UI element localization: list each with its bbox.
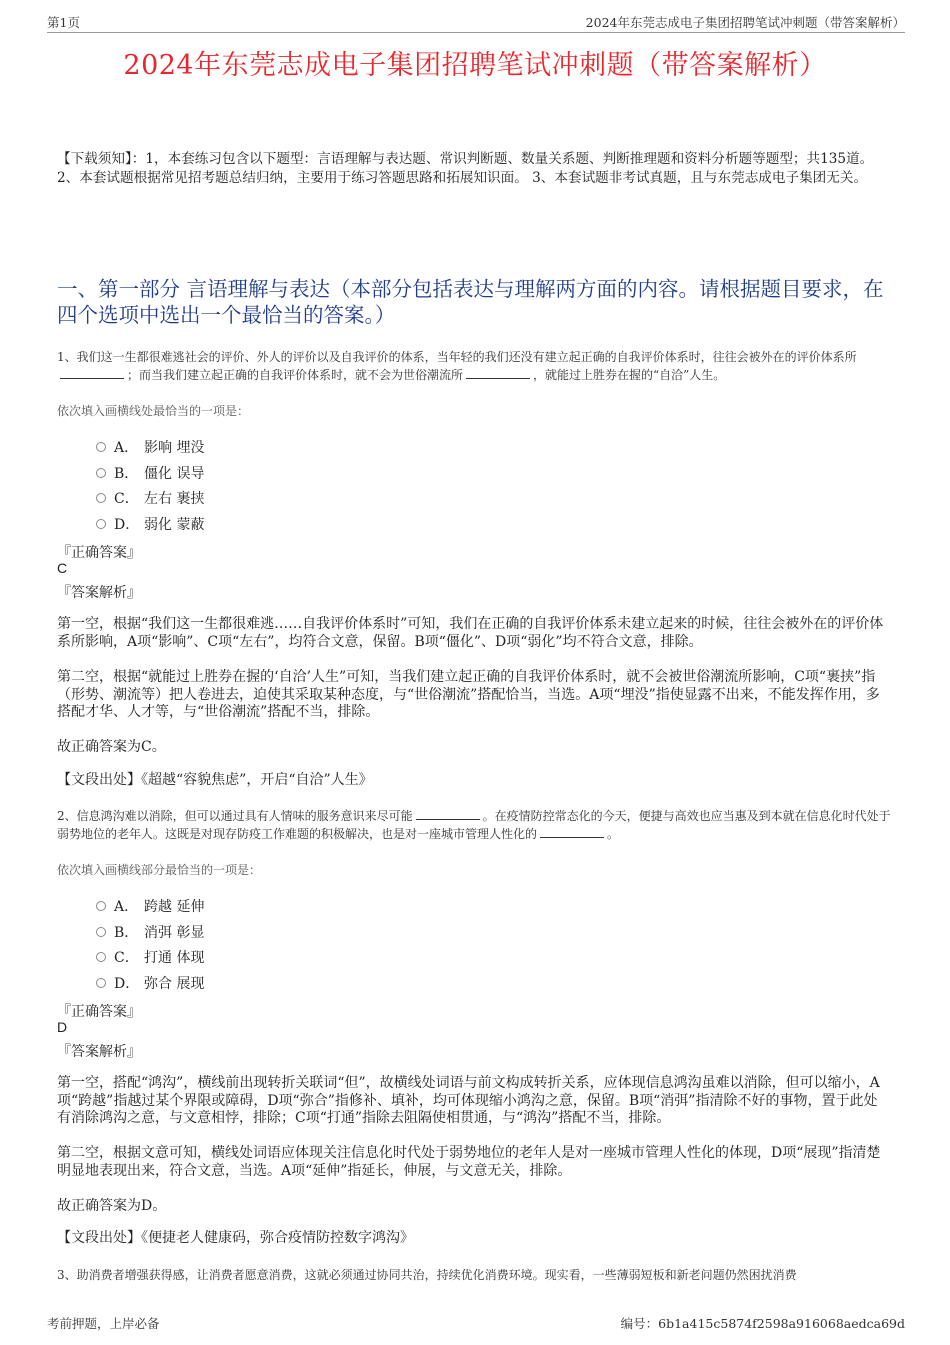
radio-icon[interactable] xyxy=(96,468,106,478)
radio-icon[interactable] xyxy=(96,901,106,911)
radio-icon[interactable] xyxy=(96,978,106,988)
radio-icon[interactable] xyxy=(96,442,106,452)
question-2-prompt: 依次填入画横线部分最恰当的一项是： xyxy=(57,863,262,877)
question-1-option-a[interactable]: A． 影响 埋没 xyxy=(96,437,204,457)
correct-answer-label: 『正确答案』 xyxy=(57,1004,141,1020)
answer-blank xyxy=(60,367,124,379)
analysis-conclusion: 故正确答案为C。 xyxy=(57,739,166,755)
question-1-option-c[interactable]: C． 左右 裹挟 xyxy=(96,488,204,508)
radio-icon[interactable] xyxy=(96,519,106,529)
source-citation: 【文段出处】《便捷老人健康码，弥合疫情防控数字鸿沟》 xyxy=(57,1230,414,1246)
download-notice: 【下载须知】：1，本套练习包含以下题型：言语理解与表达题、常识判断题、数量关系题、判断推理题和资料分析题等题型；共135道。 2、本套试题根据常见招考题总结归纳，主要用于练习答题思路和拓展知识面。 3、本套试题非考试真题，且与东莞志成电子集团无关。 xyxy=(57,151,874,186)
question-1-prompt: 依次填入画横线处最恰当的一项是： xyxy=(57,404,250,418)
question-1-option-b[interactable]: B． 僵化 误导 xyxy=(96,463,204,483)
radio-icon[interactable] xyxy=(96,927,106,937)
answer-blank xyxy=(466,367,530,379)
footer-slogan: 考前押题，上岸必备 xyxy=(47,1316,160,1331)
question-2-option-a[interactable]: A． 跨越 延伸 xyxy=(96,896,204,916)
header-doc-title: 2024年东莞志成电子集团招聘笔试冲刺题（带答案解析） xyxy=(585,15,905,30)
page-footer xyxy=(47,1314,905,1332)
question-2-text: 2、信息鸿沟难以消除，但可以通过具有人情味的服务意识来尽可能 。在疫情防控常态化的今天，便捷与高效也应当惠及到本就在信息化时代处于弱势地位的老年人。这既是对现存防疫工作难题的积极解决，也是对一座城市管理人性化的 。 xyxy=(57,809,891,841)
document-id: 编号：6b1a415c5874f2598a916068aedca69d xyxy=(620,1316,905,1331)
analysis-label: 『答案解析』 xyxy=(57,1044,141,1060)
document-title: 2024年东莞志成电子集团招聘笔试冲刺题（带答案解析） xyxy=(123,50,827,81)
answer-blank xyxy=(416,808,480,820)
section-heading: 一、第一部分 言语理解与表达（本部分包括表达与理解两方面的内容。请根据题目要求，在四个选项中选出一个最恰当的答案。） xyxy=(57,277,884,327)
question-2-option-c[interactable]: C． 打通 体现 xyxy=(96,947,204,967)
question-1-option-d[interactable]: D． 弱化 蒙蔽 xyxy=(96,514,204,534)
page-header xyxy=(47,10,905,33)
radio-icon[interactable] xyxy=(96,493,106,503)
question-2-option-b[interactable]: B． 消弭 彰显 xyxy=(96,922,204,942)
question-3-text: 3、助消费者增强获得感，让消费者愿意消费，这就必须通过协同共治，持续优化消费环境。现实看，一些薄弱短板和新老问题仍然困扰消费 xyxy=(57,1268,797,1282)
correct-answer: C xyxy=(57,560,68,576)
source-citation: 【文段出处】《超越“容貌焦虑”，开启“自洽”人生》 xyxy=(57,772,373,788)
analysis-paragraph-2: 第二空，根据“就能过上胜券在握的‘自洽’人生”可知，当我们建立起正确的自我评价体系时，就不会被世俗潮流所影响，C项“裹挟”指（形势、潮流等）把人卷进去，迫使其采取某种态度，与“世俗潮流”搭配恰当，当选。A项“埋没”指使显露不出来，不能发挥作用，多搭配才华、人才等，与“世俗潮流”搭配不当，排除。 xyxy=(57,669,880,720)
analysis-paragraph-1: 第一空，搭配“鸿沟”，横线前出现转折关联词“但”，故横线处词语与前文构成转折关系，应体现信息鸿沟虽难以消除，但可以缩小，A项“跨越”指越过某个界限或障碍，D项“弥合”指修补、填补，均可体现缩小鸿沟之意，保留。B项“消弭”指清除不好的事物，置于此处有消除鸿沟之意，与文意相悖，排除；C项“打通”指除去阻隔使相贯通，与“鸿沟”搭配不当，排除。 xyxy=(57,1075,880,1126)
correct-answer: D xyxy=(57,1019,68,1035)
correct-answer-label: 『正确答案』 xyxy=(57,545,141,561)
analysis-conclusion: 故正确答案为D。 xyxy=(57,1198,167,1214)
question-2-option-d[interactable]: D． 弥合 展现 xyxy=(96,973,204,993)
analysis-paragraph-2: 第二空，根据文意可知，横线处词语应体现关注信息化时代处于弱势地位的老年人是对一座城市管理人性化的体现，D项“展现”指清楚明显地表现出来，符合文意，当选。A项“延伸”指延长，伸展，与文意无关，排除。 xyxy=(57,1145,881,1179)
answer-blank xyxy=(540,826,604,838)
analysis-label: 『答案解析』 xyxy=(57,585,141,601)
page-number: 第1页 xyxy=(47,15,80,30)
radio-icon[interactable] xyxy=(96,952,106,962)
question-1-text: 1、我们这一生都很难逃社会的评价、外人的评价以及自我评价的体系，当年轻的我们还没有建立起正确的自我评价体系时，往往会被外在的评价体系所；而当我们建立起正确的自我评价体系时，就不会为世俗潮流所 ，就能过上胜券在握的“自洽”人生。 xyxy=(57,350,857,382)
analysis-paragraph-1: 第一空，根据“我们这一生都很难逃……自我评价体系时”可知，我们在正确的自我评价体系未建立起来的时候，往往会被外在的评价体系所影响，A项“影响”、C项“左右”，均符合文意，保留。B项“僵化”、D项“弱化”均不符合文意，排除。 xyxy=(57,616,884,650)
